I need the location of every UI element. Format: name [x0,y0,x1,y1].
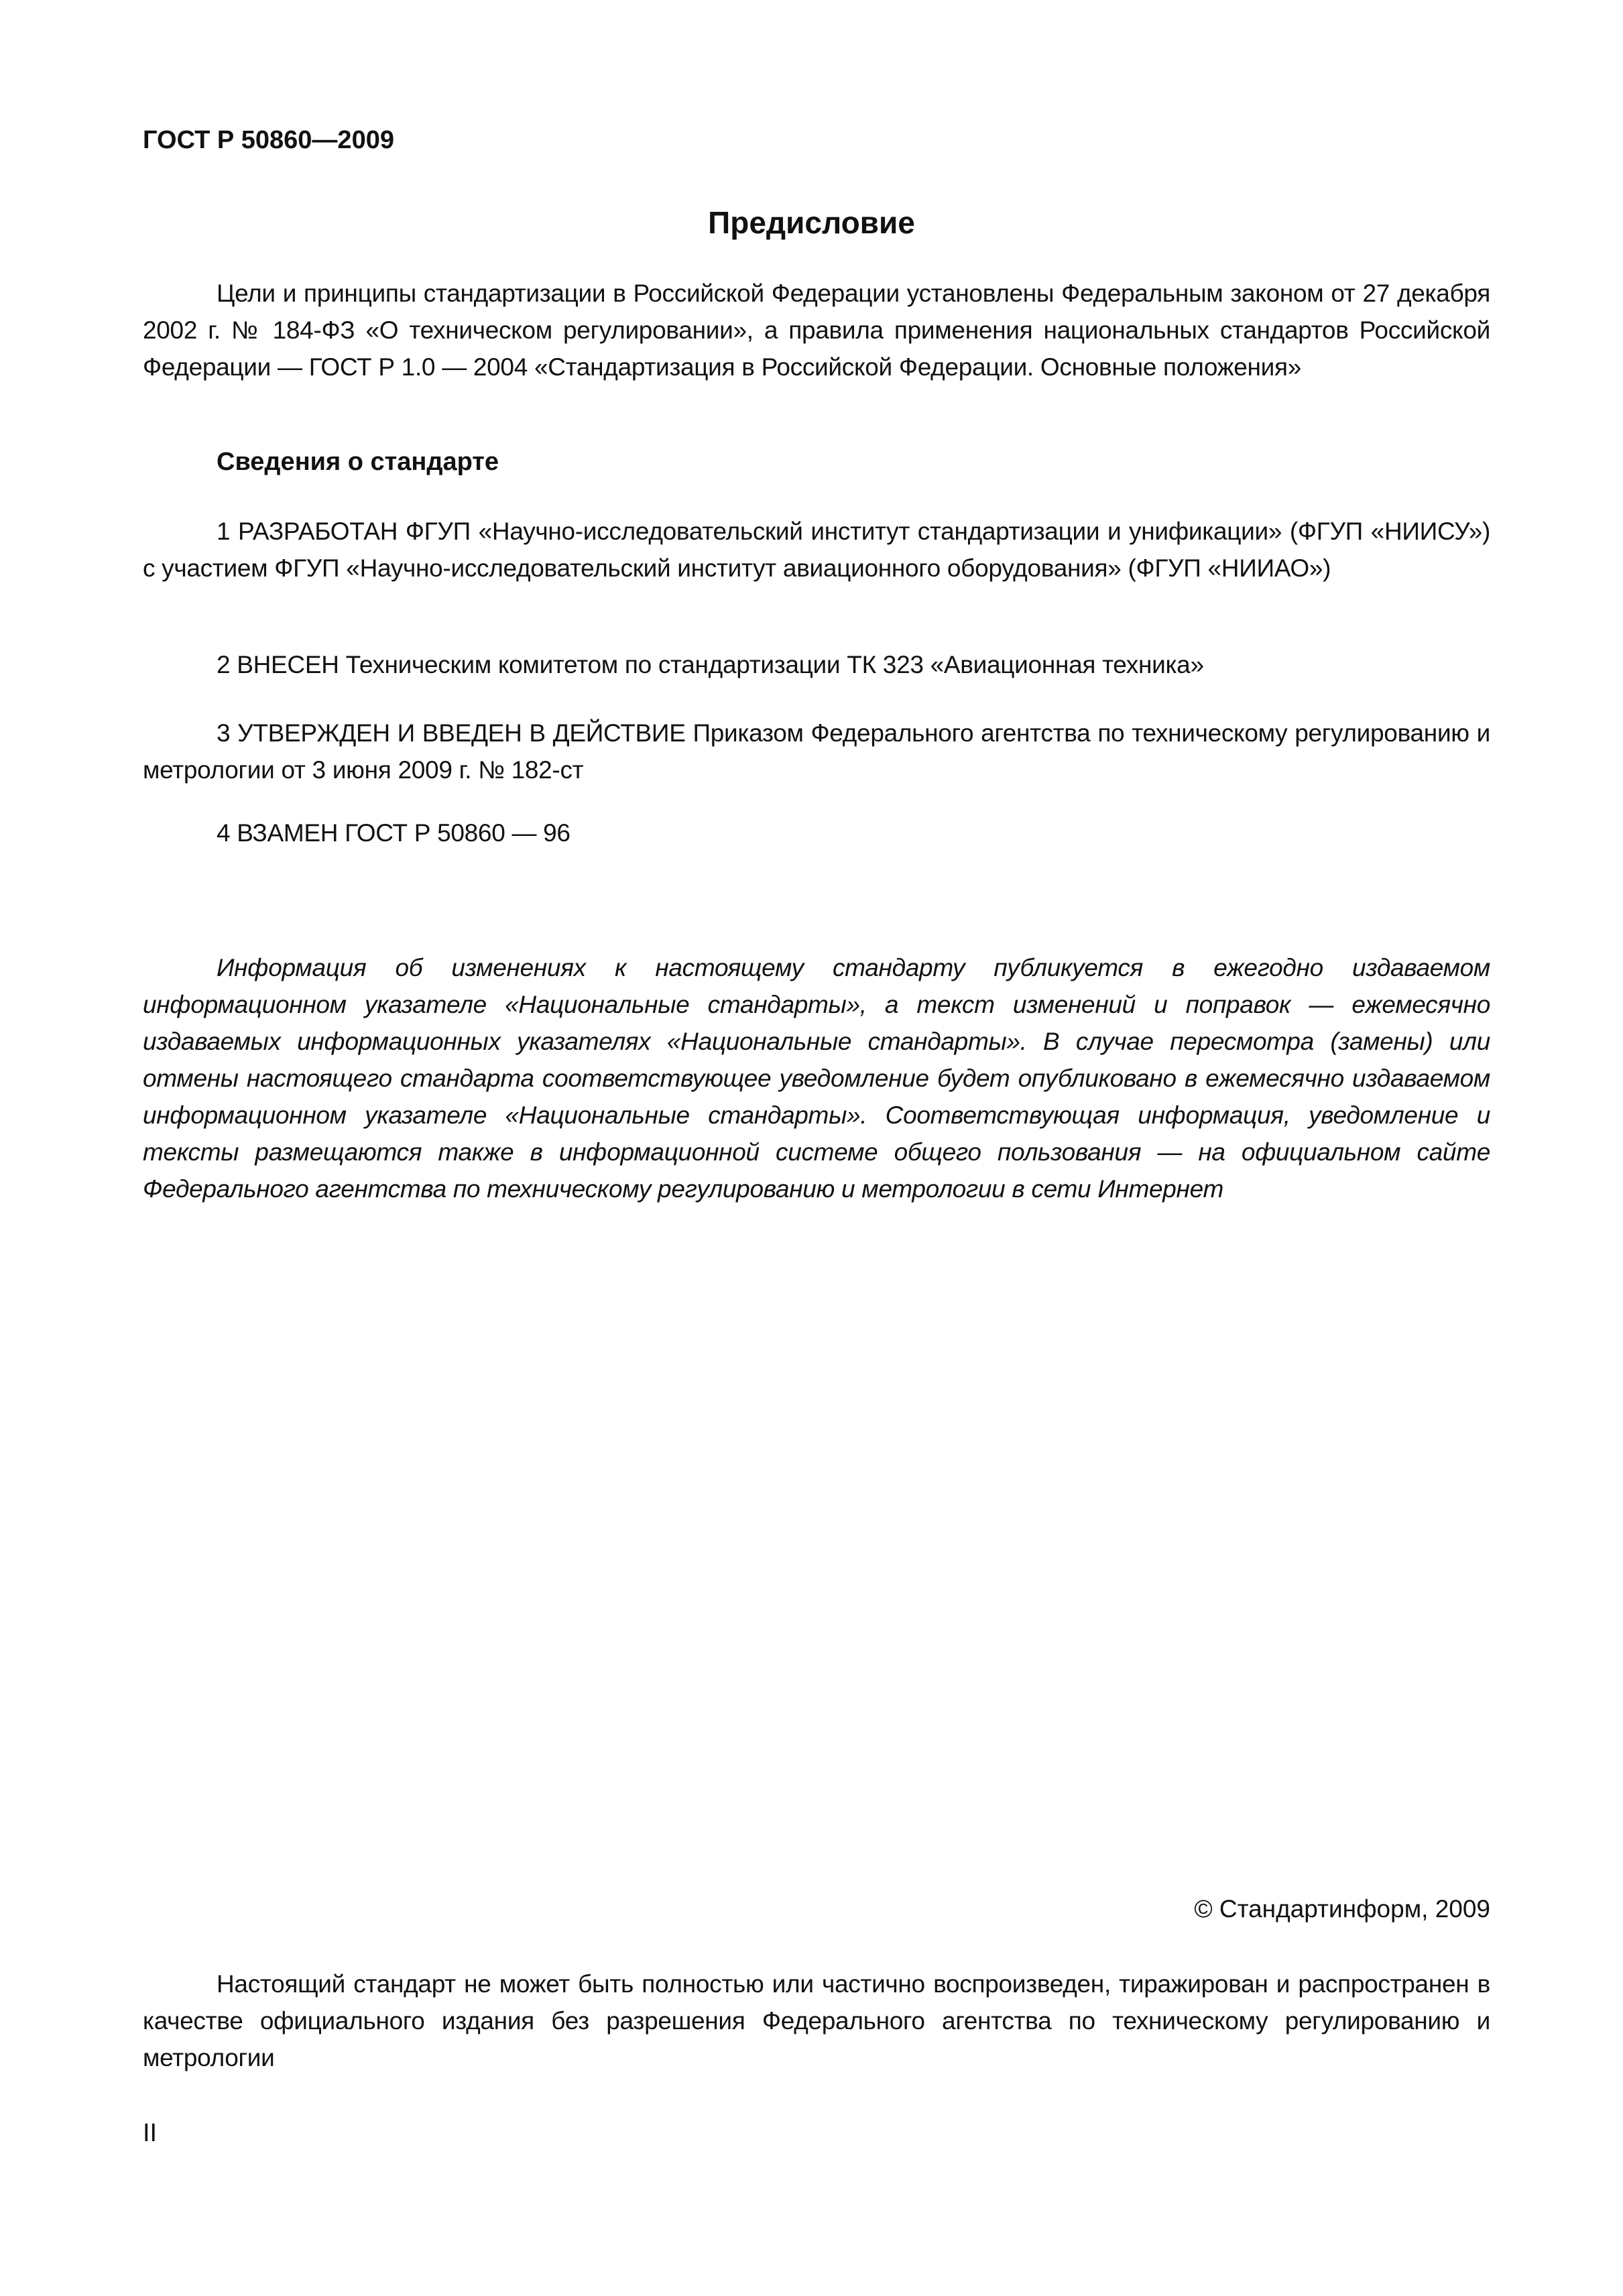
changes-information-paragraph: Информация об изменениях к настоящему стандарту публикуется в ежегодно издаваемом информационном указателе «Национальные стандарты», а текст изменений и поправок — ежемесячно издаваемых информационных указателях «Национальные стандарты». В случае пересмотра (замены) или отмены настоящего стандарта соответствующее уведомление будет опубликовано в ежемесячно издаваемом информационном указателе «Национальные стандарты». Соответствующая информация, уведомление и тексты размещаются также в информационной системе общего пользования — на официальном сайте Федерального агентства по техническому регулированию и метрологии в сети Интернет [143,954,1490,1203]
preface-intro-paragraph: Цели и принципы стандартизации в Российской Федерации установлены Федеральным законом от 27 декабря 2002 г. № 184-ФЗ «О техническом регулировании», а правила применения национальных стандартов Российской Федерации — ГОСТ Р 1.0 — 2004 «Стандартизация в Российской Федерации. Основные положения» [143,280,1490,381]
page-number: II [143,2119,158,2147]
standard-info-item-2: 2 ВНЕСЕН Техническим комитетом по стандартизации ТК 323 «Авиационная техника» [217,651,1204,678]
standard-info-heading: Сведения о стандарте [217,448,499,476]
page-title: Предисловие [708,205,915,240]
standard-info-item-3: 3 УТВЕРЖДЕН И ВВЕДЕН В ДЕЙСТВИЕ Приказом Федерального агентства по техническому регулированию и метрологии от 3 июня 2009 г. № 182-ст [143,719,1490,784]
reproduction-notice: Настоящий стандарт не может быть полностью или частично воспроизведен, тиражирован и распространен в качестве официального издания без разрешения Федерального агентства по техническому регулированию и метрологии [143,1970,1490,2071]
standard-info-item-1: 1 РАЗРАБОТАН ФГУП «Научно-исследовательский институт стандартизации и унификации» (ФГУП «НИИСУ») с участием ФГУП «Научно-исследовательский институт авиационного оборудования» (ФГУП «НИИАО») [143,518,1490,582]
standard-info-item-4: 4 ВЗАМЕН ГОСТ Р 50860 — 96 [217,819,570,847]
document-code-header: ГОСТ Р 50860—2009 [143,126,394,154]
copyright-notice: © Стандартинформ, 2009 [1194,1895,1490,1923]
